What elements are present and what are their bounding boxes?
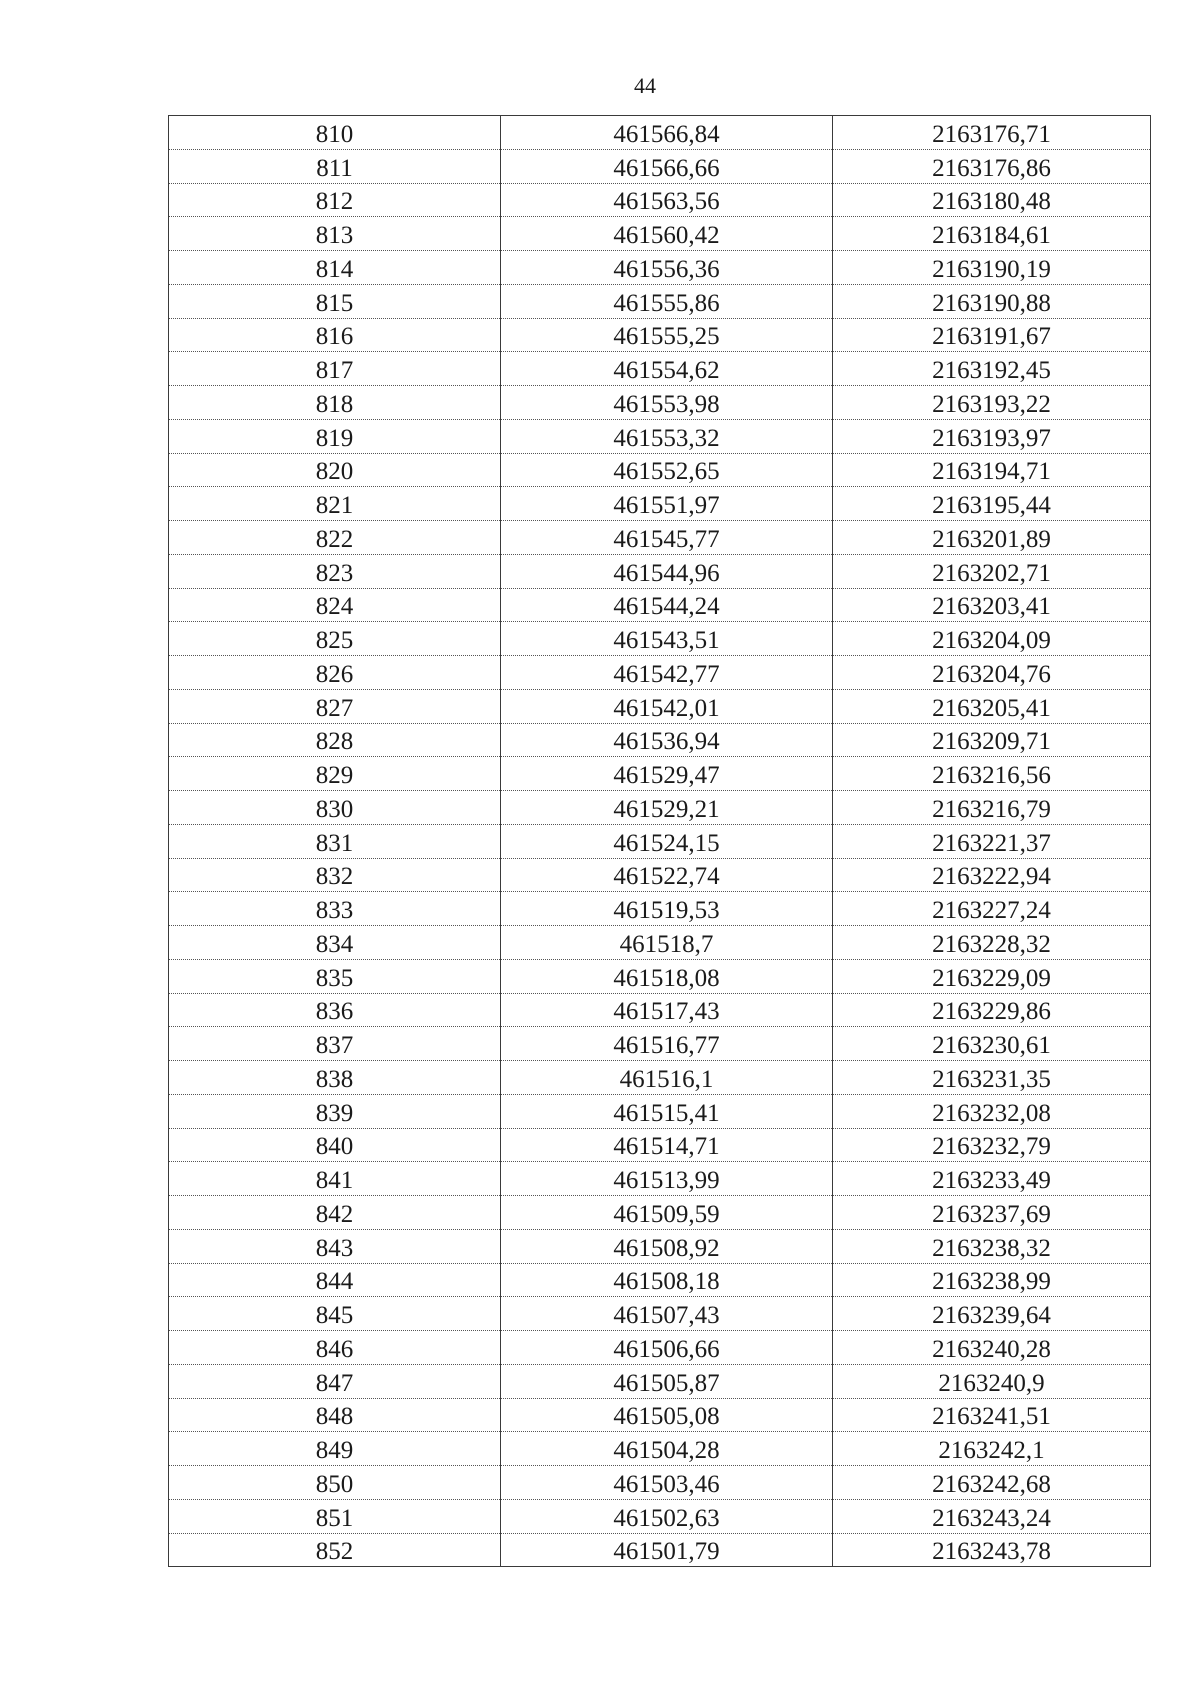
y-coordinate-cell: 2163193,22 bbox=[833, 386, 1151, 420]
y-coordinate-cell: 2163204,09 bbox=[833, 622, 1151, 656]
table-row bbox=[169, 1364, 1151, 1398]
y-coordinate-cell: 2163228,32 bbox=[833, 926, 1151, 960]
point-number-cell: 851 bbox=[169, 1499, 501, 1533]
table-row bbox=[169, 1229, 1151, 1263]
y-coordinate-cell: 2163193,97 bbox=[833, 419, 1151, 453]
point-number-cell: 832 bbox=[169, 858, 501, 892]
point-number-cell: 826 bbox=[169, 656, 501, 690]
y-coordinate-cell: 2163180,48 bbox=[833, 183, 1151, 217]
point-number-cell: 837 bbox=[169, 1027, 501, 1061]
y-coordinate-cell: 2163231,35 bbox=[833, 1061, 1151, 1095]
point-number-cell: 817 bbox=[169, 352, 501, 386]
x-coordinate-cell: 461513,99 bbox=[501, 1162, 833, 1196]
table-row bbox=[169, 116, 1151, 150]
x-coordinate-cell: 461518,7 bbox=[501, 926, 833, 960]
y-coordinate-cell: 2163238,32 bbox=[833, 1229, 1151, 1263]
y-coordinate-cell: 2163240,9 bbox=[833, 1364, 1151, 1398]
x-coordinate-cell: 461517,43 bbox=[501, 993, 833, 1027]
x-coordinate-cell: 461542,77 bbox=[501, 656, 833, 690]
y-coordinate-cell: 2163184,61 bbox=[833, 217, 1151, 251]
y-coordinate-cell: 2163204,76 bbox=[833, 656, 1151, 690]
table-row bbox=[169, 1398, 1151, 1432]
table-row bbox=[169, 1432, 1151, 1466]
table-row bbox=[169, 1128, 1151, 1162]
point-number-cell: 818 bbox=[169, 386, 501, 420]
coordinates-table bbox=[168, 115, 1151, 1567]
point-number-cell: 828 bbox=[169, 723, 501, 757]
x-coordinate-cell: 461501,79 bbox=[501, 1533, 833, 1567]
point-number-cell: 840 bbox=[169, 1128, 501, 1162]
point-number-cell: 835 bbox=[169, 959, 501, 993]
table-row bbox=[169, 251, 1151, 285]
point-number-cell: 824 bbox=[169, 588, 501, 622]
y-coordinate-cell: 2163229,09 bbox=[833, 959, 1151, 993]
point-number-cell: 839 bbox=[169, 1094, 501, 1128]
table-row bbox=[169, 217, 1151, 251]
y-coordinate-cell: 2163239,64 bbox=[833, 1297, 1151, 1331]
point-number-cell: 834 bbox=[169, 926, 501, 960]
table-row bbox=[169, 521, 1151, 555]
point-number-cell: 841 bbox=[169, 1162, 501, 1196]
point-number-cell: 813 bbox=[169, 217, 501, 251]
point-number-cell: 822 bbox=[169, 521, 501, 555]
y-coordinate-cell: 2163227,24 bbox=[833, 892, 1151, 926]
x-coordinate-cell: 461518,08 bbox=[501, 959, 833, 993]
table-row bbox=[169, 183, 1151, 217]
y-coordinate-cell: 2163205,41 bbox=[833, 689, 1151, 723]
table-row bbox=[169, 386, 1151, 420]
point-number-cell: 821 bbox=[169, 487, 501, 521]
y-coordinate-cell: 2163241,51 bbox=[833, 1398, 1151, 1432]
y-coordinate-cell: 2163194,71 bbox=[833, 453, 1151, 487]
x-coordinate-cell: 461507,43 bbox=[501, 1297, 833, 1331]
point-number-cell: 847 bbox=[169, 1364, 501, 1398]
table-row bbox=[169, 1263, 1151, 1297]
table-row bbox=[169, 1196, 1151, 1230]
table-row bbox=[169, 959, 1151, 993]
y-coordinate-cell: 2163216,56 bbox=[833, 757, 1151, 791]
table-row bbox=[169, 588, 1151, 622]
x-coordinate-cell: 461542,01 bbox=[501, 689, 833, 723]
x-coordinate-cell: 461551,97 bbox=[501, 487, 833, 521]
x-coordinate-cell: 461516,77 bbox=[501, 1027, 833, 1061]
y-coordinate-cell: 2163209,71 bbox=[833, 723, 1151, 757]
x-coordinate-cell: 461563,56 bbox=[501, 183, 833, 217]
x-coordinate-cell: 461516,1 bbox=[501, 1061, 833, 1095]
x-coordinate-cell: 461545,77 bbox=[501, 521, 833, 555]
point-number-cell: 838 bbox=[169, 1061, 501, 1095]
point-number-cell: 827 bbox=[169, 689, 501, 723]
y-coordinate-cell: 2163237,69 bbox=[833, 1196, 1151, 1230]
y-coordinate-cell: 2163232,79 bbox=[833, 1128, 1151, 1162]
y-coordinate-cell: 2163195,44 bbox=[833, 487, 1151, 521]
y-coordinate-cell: 2163229,86 bbox=[833, 993, 1151, 1027]
point-number-cell: 825 bbox=[169, 622, 501, 656]
coordinates-table-body bbox=[169, 116, 1151, 1567]
table-row bbox=[169, 656, 1151, 690]
x-coordinate-cell: 461519,53 bbox=[501, 892, 833, 926]
table-row bbox=[169, 1331, 1151, 1365]
point-number-cell: 815 bbox=[169, 284, 501, 318]
table-row bbox=[169, 352, 1151, 386]
y-coordinate-cell: 2163191,67 bbox=[833, 318, 1151, 352]
point-number-cell: 811 bbox=[169, 149, 501, 183]
table-row bbox=[169, 318, 1151, 352]
y-coordinate-cell: 2163243,24 bbox=[833, 1499, 1151, 1533]
point-number-cell: 812 bbox=[169, 183, 501, 217]
point-number-cell: 823 bbox=[169, 554, 501, 588]
y-coordinate-cell: 2163232,08 bbox=[833, 1094, 1151, 1128]
table-row bbox=[169, 487, 1151, 521]
y-coordinate-cell: 2163216,79 bbox=[833, 791, 1151, 825]
table-row bbox=[169, 1297, 1151, 1331]
y-coordinate-cell: 2163242,68 bbox=[833, 1466, 1151, 1500]
point-number-cell: 833 bbox=[169, 892, 501, 926]
y-coordinate-cell: 2163203,41 bbox=[833, 588, 1151, 622]
point-number-cell: 814 bbox=[169, 251, 501, 285]
point-number-cell: 819 bbox=[169, 419, 501, 453]
y-coordinate-cell: 2163222,94 bbox=[833, 858, 1151, 892]
point-number-cell: 850 bbox=[169, 1466, 501, 1500]
x-coordinate-cell: 461566,84 bbox=[501, 116, 833, 150]
y-coordinate-cell: 2163243,78 bbox=[833, 1533, 1151, 1567]
y-coordinate-cell: 2163221,37 bbox=[833, 824, 1151, 858]
table-row bbox=[169, 824, 1151, 858]
x-coordinate-cell: 461553,32 bbox=[501, 419, 833, 453]
x-coordinate-cell: 461508,18 bbox=[501, 1263, 833, 1297]
table-row bbox=[169, 1499, 1151, 1533]
x-coordinate-cell: 461554,62 bbox=[501, 352, 833, 386]
x-coordinate-cell: 461505,08 bbox=[501, 1398, 833, 1432]
x-coordinate-cell: 461514,71 bbox=[501, 1128, 833, 1162]
y-coordinate-cell: 2163242,1 bbox=[833, 1432, 1151, 1466]
x-coordinate-cell: 461502,63 bbox=[501, 1499, 833, 1533]
point-number-cell: 830 bbox=[169, 791, 501, 825]
table-row bbox=[169, 993, 1151, 1027]
table-row bbox=[169, 554, 1151, 588]
table-row bbox=[169, 1061, 1151, 1095]
y-coordinate-cell: 2163233,49 bbox=[833, 1162, 1151, 1196]
x-coordinate-cell: 461506,66 bbox=[501, 1331, 833, 1365]
x-coordinate-cell: 461566,66 bbox=[501, 149, 833, 183]
point-number-cell: 836 bbox=[169, 993, 501, 1027]
x-coordinate-cell: 461552,65 bbox=[501, 453, 833, 487]
y-coordinate-cell: 2163238,99 bbox=[833, 1263, 1151, 1297]
table-row bbox=[169, 453, 1151, 487]
y-coordinate-cell: 2163192,45 bbox=[833, 352, 1151, 386]
point-number-cell: 842 bbox=[169, 1196, 501, 1230]
x-coordinate-cell: 461543,51 bbox=[501, 622, 833, 656]
x-coordinate-cell: 461505,87 bbox=[501, 1364, 833, 1398]
point-number-cell: 848 bbox=[169, 1398, 501, 1432]
x-coordinate-cell: 461529,47 bbox=[501, 757, 833, 791]
table-row bbox=[169, 858, 1151, 892]
table-row bbox=[169, 419, 1151, 453]
x-coordinate-cell: 461544,96 bbox=[501, 554, 833, 588]
x-coordinate-cell: 461555,25 bbox=[501, 318, 833, 352]
point-number-cell: 844 bbox=[169, 1263, 501, 1297]
table-row bbox=[169, 622, 1151, 656]
x-coordinate-cell: 461544,24 bbox=[501, 588, 833, 622]
x-coordinate-cell: 461524,15 bbox=[501, 824, 833, 858]
point-number-cell: 820 bbox=[169, 453, 501, 487]
table-row bbox=[169, 1533, 1151, 1567]
x-coordinate-cell: 461529,21 bbox=[501, 791, 833, 825]
table-row bbox=[169, 926, 1151, 960]
table-row bbox=[169, 723, 1151, 757]
x-coordinate-cell: 461553,98 bbox=[501, 386, 833, 420]
x-coordinate-cell: 461556,36 bbox=[501, 251, 833, 285]
point-number-cell: 845 bbox=[169, 1297, 501, 1331]
table-row bbox=[169, 1162, 1151, 1196]
table-row bbox=[169, 1466, 1151, 1500]
point-number-cell: 843 bbox=[169, 1229, 501, 1263]
y-coordinate-cell: 2163190,88 bbox=[833, 284, 1151, 318]
table-row bbox=[169, 689, 1151, 723]
y-coordinate-cell: 2163230,61 bbox=[833, 1027, 1151, 1061]
table-row bbox=[169, 892, 1151, 926]
point-number-cell: 829 bbox=[169, 757, 501, 791]
x-coordinate-cell: 461509,59 bbox=[501, 1196, 833, 1230]
x-coordinate-cell: 461508,92 bbox=[501, 1229, 833, 1263]
y-coordinate-cell: 2163240,28 bbox=[833, 1331, 1151, 1365]
page-number: 44 bbox=[634, 73, 656, 98]
y-coordinate-cell: 2163176,86 bbox=[833, 149, 1151, 183]
table-row bbox=[169, 1094, 1151, 1128]
table-row bbox=[169, 1027, 1151, 1061]
y-coordinate-cell: 2163201,89 bbox=[833, 521, 1151, 555]
y-coordinate-cell: 2163202,71 bbox=[833, 554, 1151, 588]
point-number-cell: 816 bbox=[169, 318, 501, 352]
table-row bbox=[169, 757, 1151, 791]
y-coordinate-cell: 2163176,71 bbox=[833, 116, 1151, 150]
table-row bbox=[169, 284, 1151, 318]
x-coordinate-cell: 461555,86 bbox=[501, 284, 833, 318]
x-coordinate-cell: 461560,42 bbox=[501, 217, 833, 251]
x-coordinate-cell: 461515,41 bbox=[501, 1094, 833, 1128]
x-coordinate-cell: 461536,94 bbox=[501, 723, 833, 757]
x-coordinate-cell: 461504,28 bbox=[501, 1432, 833, 1466]
point-number-cell: 849 bbox=[169, 1432, 501, 1466]
point-number-cell: 810 bbox=[169, 116, 501, 150]
point-number-cell: 846 bbox=[169, 1331, 501, 1365]
table-row bbox=[169, 791, 1151, 825]
x-coordinate-cell: 461503,46 bbox=[501, 1466, 833, 1500]
y-coordinate-cell: 2163190,19 bbox=[833, 251, 1151, 285]
table-row bbox=[169, 149, 1151, 183]
x-coordinate-cell: 461522,74 bbox=[501, 858, 833, 892]
point-number-cell: 831 bbox=[169, 824, 501, 858]
point-number-cell: 852 bbox=[169, 1533, 501, 1567]
